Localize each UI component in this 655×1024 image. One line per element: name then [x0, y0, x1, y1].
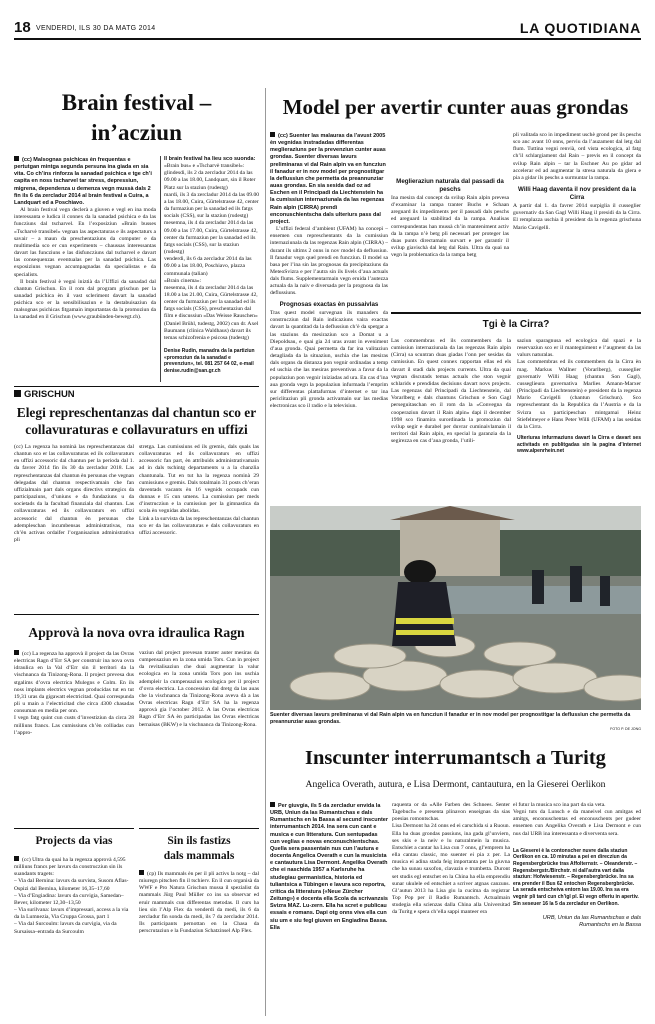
brain-headline-line-1: Brain festival – in’acziun [61, 90, 212, 145]
sandbag [290, 672, 370, 700]
turitg-col-2: raquenta or da «Alle Farben des Schnees. Senter Tagebuch» e presenta plinavon enseignas da sias poesias romontschas. Lisa Dermont ha 24 onns ed ei carschida si a Ruoun. Ella ha duas grondas passiuns, ina gada gl’unviern, ses skis e la neiv e lu naturalmein la musica. Entschiet a cantar ha Lisa cun 7 onns, gl’emprem ha ella cantau classic, mo suenter ei pia z per. La musica ei adina stada feig importanta per la giuvna che ha sunau saxofon, clavazin e trumbetta. Duront set studis egl entschet en la China ha ella emprendiu sunar ukulele ed entschiet a scriver atgnas canzuns. Gl’autun 2013 ha Lisa giu la cucima da registrar Top Pop per il Radio Rumantsch. Actualmain studegia ella scienzas dalla China alla Universitad da Turitg e spera ch’ella sappi manteer era [392, 802, 510, 916]
cirra-box-col-2 [517, 338, 641, 502]
model-lead-text: (cc) Suenter las malauras da l’avust 2005 èn vegnidas instradadas differentas meglieraziuns per la prevenziun cunter auas grondas. Suenter diversas lavurs preliminaras vi dal Rain alpin va en funcziun il fanadur er in nov model per prognostitgar la deflussiun che permetta da preannunziar auas grondas. En sia sesida dad oz ad Eschen en il Principadi da Liechtenstein ha la cumissiun internaziunala da las regenzas Rain alpin (CIRRA) prendì enconuschientscha dals ulteriurs pass dal project. [270, 133, 386, 225]
grischun-headline: Elegi represchentanzas dal chantun sco er collavuraturas e collavuraturs en uffizi [16, 405, 257, 437]
model-col-3 [513, 132, 641, 308]
turitg-col-3-text: el futur la musica sco ina part da sia veta. Vegni tuts da Lunsch e da maneivel cun amitgas ed amitgs, enconuschentas ed enconuschents per gudeer ensemen cun Angelika Overath e Lisa Dermont e cun nus dal URB ina interessanta e diverventa sera. [513, 802, 641, 837]
worker [600, 576, 610, 606]
brain-lead-text: (cc) Malsognas psichicas èn frequentas e pertutgan mintga segunda persuna ina giada en sia vita. Co ch’ins rinforza la sanadad psichica e tge ch’i capita en noss tscharvel tar stress, depressiun, migrena, dependenza u demenza vegn mussà dals 2 fin ils 6 da zercladur 2014 al brain festival a Cuira, a Landquart ed a Poschiavo. [14, 157, 152, 206]
dateline: VENDERDI, ILS 30 DA MATG 2014 [36, 25, 156, 32]
sandbag [334, 644, 406, 668]
sandbag [484, 642, 556, 666]
section-square [14, 390, 21, 397]
model-col-1b-text: Tras quest model survegnan ils manaders da construcziun dal Rain indicaziuns vaira exactas davart la quantitad da la deflussiun ch’è da spetgar a las staziuns da mesiraziun sco a Domat u a Diepoldsau, e quai gia 24 uras avant in eveniment d’aua gronda. Quai permetta da far ina valitaziun detagliada da la situaziun, uschia che las mesiras dals organs da distanza pon vegnir ordinadas a temp ed uschia che las mesiras preventivas a favur da la populaziun pon vegnir iniziadas ad ura. En cas d’ina aua gronda vegn la populaziun infurmada l’emprim sur differentas plattafurmas d’internet e tar ina periclitaziun pli gronda activamain sur las medias electronicas sco il radio e la televisiun. [270, 310, 388, 410]
bullet-square [270, 132, 275, 137]
grischun-label-text: GRISCHUN [24, 389, 75, 400]
cirra-box-title: Tgi è la Cirra? [482, 319, 550, 330]
turitg-subhead: Angelica Overath, autura, e Lisa Dermont, cantautura, en la Gieserei Oerlikon [305, 779, 606, 790]
ragn-rule [14, 614, 259, 615]
model-col-2b-text: Ina mesira dal concept da svilup Rain alpin prevesa d’examinar la rampa tranter Buchs e Schaan areguard ils impediments per il passadi dals peschs ed areguard la stabilitad da la rampa. Analisas correspundentas han mussà ch’in manteniment activ da la rampa n’è betg pli necessari per proteger las duas punts directamain survart e per garantir il svilup giavischà dal letg dal Rain. Ultra da quai na vegn la problematica da la rampa betg [391, 195, 509, 259]
turitg-col-1-body: Per giuvgia, ils 5 da zercladur envida la URB, Uniun da las Rumantschas e dals Rumantschs en la Bassa al secund inscunter interrumantsch 2014. Ina sera cun cant e musica e cun litteratura. Cun sentupadas cun veglias e novas enconuschientschas. Quella sera passentain nus cun l’autura e docenta Angelica Overath e cun la musicista e cantautura Lisa Dermont. Angelika Overath che ei naschida 1957 a Karlsruhe ha studegiau germanistica, historia ed tuliantsica a Tübingen e lavura sco reportra, critica da litteratura («Neue Zürcher Zeitung») e docenta ella Scola da scrivanzsis Svizra MAZ. Lu-zern. Ella ha scret e publicau essais e romans. Dapi otg onns viva ella cun siu um e siu fegl giuven en Engiadina Bassa. Ella [270, 803, 388, 931]
bullet-square [270, 802, 275, 807]
model-col-1-text: L’uffizi federal d’ambient (UFAM) ha concepì – ensemen cun represchentants da la cumissiun internaziunala da las regenzas Rain alpin (CIRRA) – durant ils ultims 2 onns in nov model da deflussiun. Il fanadur vegn quel prendi en funcziun. Il model sa basa per l’ina sin las prognosas da precipitaziuns da MeteoSvizra e per l’autra sin ils livels d’aua actuals dals flums. Supplementarmain vegn eruida l’autezza actuala da la naiv e diversada per la prognosa da las deflussiuns. [270, 226, 388, 297]
cirra-box [391, 312, 641, 502]
turitg-signature: URB, Uniun da las Rumantschas e dals Rumantschs en la Bassa [542, 915, 641, 929]
turitg-col-1-text [270, 802, 388, 932]
model-col-3b-text: A partir dal 1. da favrer 2014 surpiglia il cusseglier guvernativ da San Gagl Willi Haag il presidi da la Cirra. El remplazza uschia il president da la regenza grischuna Mario Cavigelli. [513, 203, 641, 231]
brain-contact: Denise Rudin, manadra da la partiziun «promoziun da la sanadad e prevenziun», tel. 081 257 64 02, e-mail denise.rudin@san.gr.ch [164, 348, 255, 374]
model-col-1 [270, 132, 388, 438]
mammals-headline [139, 834, 259, 866]
brain-lead [14, 156, 156, 207]
brain-side-heading: Il brain festival ha lieu sco suonda: [164, 156, 256, 162]
bullet-square [139, 870, 144, 875]
grischun-section-label [14, 389, 134, 401]
bullet-square [14, 856, 19, 861]
reflective-stripe [396, 630, 454, 635]
header-rule [14, 38, 641, 40]
model-subhead-3: Willi Haag daventa il nov president da la Cirra [518, 186, 636, 201]
cirra-box-col-1: Las commembras ed ils commembers da la cumissiun internaziunala da las regenzas Rain alpin (Cirra) sa scuntran duas giadas l’onn per sesidas da cumissiun. En quest connex rapportan ellas ed els davart il stadi dals projects currents. Ultra da quai vegnan discutads temas actuals che ston vegnir schlarids e prendidas decisiuns davart novs projects. Las regenzas dal Principadi da Liechtenstein, dal Vorarlberg e dals chantuns Grischun e Son Gagl perseguitaschan en il rom da la «Convegna da cooperaziun davart il Rain alpin» dapi il december 1998 sco finamira surordinada la promoziun dal svilup segir e durabel per duvrar cuminaivlamain il territori dal Rain alpin, en special la garanzia da la segirezza en cas d’aua gronda, l’utili- [391, 338, 511, 445]
ragn-col-1 [14, 650, 134, 825]
turitg-col-3 [513, 802, 641, 1016]
worker [570, 566, 582, 602]
flood-photo [270, 506, 641, 710]
ragn-col-2: vaziun dal project prevesan tranter auter mesiras da cumpensaziun en la zona umida Tors. Cun in project da revitalisaziun che duai augmentar la valur ecologica en la zona umida Tors pon ins uschia adempleir la cumpensaziun ecologica per il project d’ovra electrica. La concessiun dal dretg da las auas che la vischnanca da Tinizong-Rona aveva dà a las Ovras electricas Ragn d’Err SA ha la regenza approvà gia l’october 2012. A las Ovras electricas Ragn d’Err SA èn participadas las Ovras electricas bernaisas (BKW) e la vischnanca da Tinizong-Rona. [139, 650, 259, 728]
page-header [14, 20, 641, 36]
brain-side-text: «Brain bus» e «Tscharvè transibel»: glindesdi, ils 2 da zercladur 2014 da las 09.00 a las 18.00, Landquart, sin il Roter Platz sur la staziun (rudestg) mardi, ils 3 da zercladur 2014 da las 09.00 a las 18.00, Cuira, Gürtelstrasse 42, center da furmaziun per la sanadad ed ils fatgs socials (CSS), sur la staziun (rudestg) mesemna, ils 4 da zercladur 2014 da las 09.00 a las 17.00, Cuira, Gürtelstrasse 42, center da furmaziun per la sanadad ed ils fatgs socials (CSS), sur la staziun (rudestg) venderdi, ils 6 da zercladur 2014 da las 09.00 a las 18.00, Poschiavo, plazza communala (talian) «Brain cinema»: mesemna, ils 4 da zercladur 2014 da las 18.00 a las 21.00, Cuira, Gürtelstrasse 42, center da furmaziun per la sanadad ed ils fatgs socials (CSS), preschentaziun dal film e discussiun «Das Weisse Rauschen» (Daniel Brühl, tudestg, 2002) cun dr. Axel Baumann (clinica Waldhaus) davart ils temas schizofrenia e psicosa (tudestg) [164, 163, 260, 341]
brain-col-1 [14, 156, 156, 382]
turitg-headline: Inscunter interrumantsch a Turitg [305, 747, 606, 769]
helmet [404, 560, 436, 584]
brain-body-2: Il brain festival è vegnì iniztià da l’Uffizi da sanadad dal chantun Grischun. En il rom dal program grischun per la sanadad psichica èn il vast scleriment davart la sanadad psichica sco er la sensibilisaziun e la destabuisaziun da malsognas psichicas fitgamain impurtantas da la promoziun da la sanadad en il Grischun (www.graubünden-bewegt.ch). [14, 278, 156, 321]
newspaper-name: LA QUOTIDIANA [519, 20, 641, 36]
ragn-headline: Approvà la nova ovra idraulica Ragn [28, 625, 245, 640]
bullet-square [14, 156, 19, 161]
model-col-3-text: pli valitada sco in impediment uschè grond per ils peschs sco anc avant 10 onns, perviu da l’auzament dal letg dal flum. Tuttina vegni renvià, ord vista ecologica, al fatg ch’il schlargiament dal Rain – previs en il concept da svilup Rain alpin – tar la Eschner Au po gidar ad accelerar ed ad augmentar la stresa naturala da glera e pia a gidar ils peschs a surmuntar la rampa. [513, 132, 641, 181]
turitg-info-box: La Gieserei è la contonscher nuvre dalla staziun Oerlikon en ca. 10 minutas a pei en direcziun da Regensbergbrücke tras Affolternstr. – Oleanderstr. – Regensbergstr./Birchstr. ni dall’autra vart dalla staziun: Hofwiesenstr. – Regensbergbrücke. Ins sa era prender il Bus 62 entochen Regensbergbrücke. La serada entscheiva entorn las 19.00. Ins sa era vegnir pli tard cun ch’igl pl. Ei vegn offeriu in apertiv. Sin seseuer 16 la 5 da zercladur en Oerlikon. [513, 847, 639, 907]
grischun-rule [14, 386, 259, 387]
bullet-square [14, 650, 19, 655]
grischun-col-1: (cc) La regenza ha nominà las represchentanzas dal chantun sco er las collavuraturas ed ils collavuraturs en uffizi accessoric dal chantun per la perioda dal 1. da favrer 2014 fin ils 30 da zercladur 2018. Las represchentanzas dal chantun èn persunas che vegnan delegadas dal chantun respectivamain che fan uffizialmain part dals organs directivs strategics da participaziuns, d’uniuns e da fundaziuns u da societads da la facultad finanziala dal chantun. Las collavuraturas ed ils collavuraturs en uffizi accessoric dal chantun èn persunas che adempleschan incumbensas administrativas, ma ch’èn activas ordaifer l’organisaziun administrativa pli [14, 444, 134, 544]
mammals-text-body: (cp) Ils mammals èn per il pli activs la notg – dal miuregn pitschen fin il tschierv. En il cun organisà da WWF e Pro Natura Grischun mussa il spezialist da mammals Jürg Paul Müller co ins sa observar ed eruir mammals cun differentas metodas. Il curs ha lieu sin l’Alp Flex da venderdi da medi, ils 6 da zercladur fin sonda da medi, ils 7 da zercladur 2014. Ils participants pernottan en la Chasa da perscrutaziun e la Fundaziun Schatzinsel Alp Flex. [139, 871, 259, 935]
model-subhead-2: Meglieraziun naturala dal passadi da peschs [396, 178, 504, 193]
mammals-text [139, 870, 259, 1016]
sandbag [440, 670, 520, 698]
mammals-headline-line-2: dals mammals [163, 850, 235, 862]
cirra-box-note: Ulteriuras infurmaziuns davart la Cirra e davart ses activitads en publitgadas sin la pagina d’internet www.alpenrhein.net [517, 435, 641, 455]
model-col-2 [391, 132, 509, 308]
cirra-box-col-2-text: saziun sparagnusa ed ecologica dal spazi e la reservaziun sco er il mantegniment e l’augment da las valurs naturalas. Las commembras ed ils commembers da la Cirra èn mag. Markus Wallner (Vorarlberg), cusseglier guvernativ Willi Haag (chantun Son Gagl), cusseglieura guvernativa Marlies Amann-Marxer (Principadi da Liechtenstein) e president da la regenza Mario Cavigelli (chantun Grischun). Sco represchentant da la Republica da l’Austria e da la Svizra sa participeschan mintgamai Heinz Stiefelmeyer e Hans Peter Willi (UFAM) a las sesidas da la Cirra. [517, 338, 641, 430]
reflective-stripe [396, 618, 454, 624]
brain-headline-line-2 [14, 148, 259, 150]
model-subhead-1: Prognosas exactas èn pussaivlas [279, 300, 379, 308]
flood-photo-illustration [270, 506, 641, 710]
page-number: 18 [14, 20, 31, 36]
firefighter-body [392, 582, 456, 646]
mammals-rule [139, 828, 259, 829]
brain-body-1: Al brain festival vegn declerà a giuven e vegl en ina moda interessanta e ludica il connex da la sanadad psichica e da las funcziuns dal tscharvel. En l’exposiziun «Brain busses «Tscharvè transibel» vegnan las aspectaturas e ils aspectaturs a savair – a maun da preschentaziuns da computer e da multimedia sco er cun experiments – chaussas interessantas davart las funcziuns e las disfuncziuns dal tscharvel e davart las consequenzas eventualas per la sanadad psichica. Las exposiziuns vegnan accumpagnadas da specialistas e da specialists. [14, 207, 156, 278]
vias-text [14, 856, 134, 1016]
vias-text-body: (cc) Ultra da quai ha la regenza approvà 4,595 milliuns francs per lavurs da construcziun sin ils suandants tragets: – Via dal Bernina: lavurs da survista, Susom Aflas-Ospizi dal Bernina, kilometer 16,35–17,60 – Via d’Engiadina: lavurs da curvigia, Samedan–Bever, kilometer 12,30–13,50 – Via surilvana: lavurs d’impressari, access a la via da la Lumnezia, Via Cruppa Grossa, part 1 – Via dal Surcoulm: lavurs da curvigia, via da Sursaissa–entrada da Surcoulm [14, 857, 129, 935]
model-headline: Model per avertir cunter auas grondas [282, 95, 629, 119]
photo-credit: FOTO P. DE JONG [610, 727, 641, 731]
brain-col-divider [160, 156, 161, 382]
photo-caption: Suenter diversas lavurs preliminaras vi dal Rain alpin va en funcziun il fanadur er in nov model per prognostitgar la deflussiun che permetta da preannunziar auas grondas. [270, 712, 631, 725]
turitg-col-1 [270, 802, 388, 1014]
vias-rule [14, 828, 134, 829]
mammals-headline-line-1: Sin ils fastizs [167, 835, 231, 847]
page-column-divider [265, 88, 266, 1016]
brain-side-box [164, 156, 260, 382]
model-lead [270, 132, 388, 226]
vias-headline: Projects da vias [35, 835, 113, 847]
worker [532, 570, 544, 604]
brain-headline [14, 88, 259, 150]
grischun-col-2: stretga. Las cumissiuns ed ils gremis, dals quals las collavuraturas ed ils collavuraturs en uffizi accessoric fan part, èn attribuids administrativamain ad in dals tschintg departaments u a la chanzlia chantunala. Tut en tut ha la regenza nominà 29 cumissiuns e gremis. Dals totalmain 31 posts ch’eran daventads vacants èn 16 vegnids occupads cun dunnas e 15 cun umens. La cumissiun per meds d’instrucziun e la cumissiun per la gimnastica da scola èn vegnidas abolidas. Link a la survista da las represchentanzas dal chantun sco er da las collavuraturas e dals collavuraturs en uffizi accessoric. [139, 444, 259, 536]
ragn-col-1-text: (cc) La regenza ha approvà il project da las Ovras electricas Ragn d’Err SA per construir ina nova ovra idraulica en la Val d’Err sin il territori da la vischnanca da Tinizong-Rona. Il project prevesa dus stgalims d’ovra electrica Mulegns e Colm. En ils noss implants electrics vegnan producidas tut en tut 19,31 uras da gigawatt electricitad. Quai correspunda pli u main a l’electricitad che circa 4300 chasadas consuman en media per onn. I vegn fatg quint cun custs d’investiziun da circa 28 milliuns francs. Las cumissiuns ch’èn colliadas cun l’appro- [14, 651, 134, 736]
